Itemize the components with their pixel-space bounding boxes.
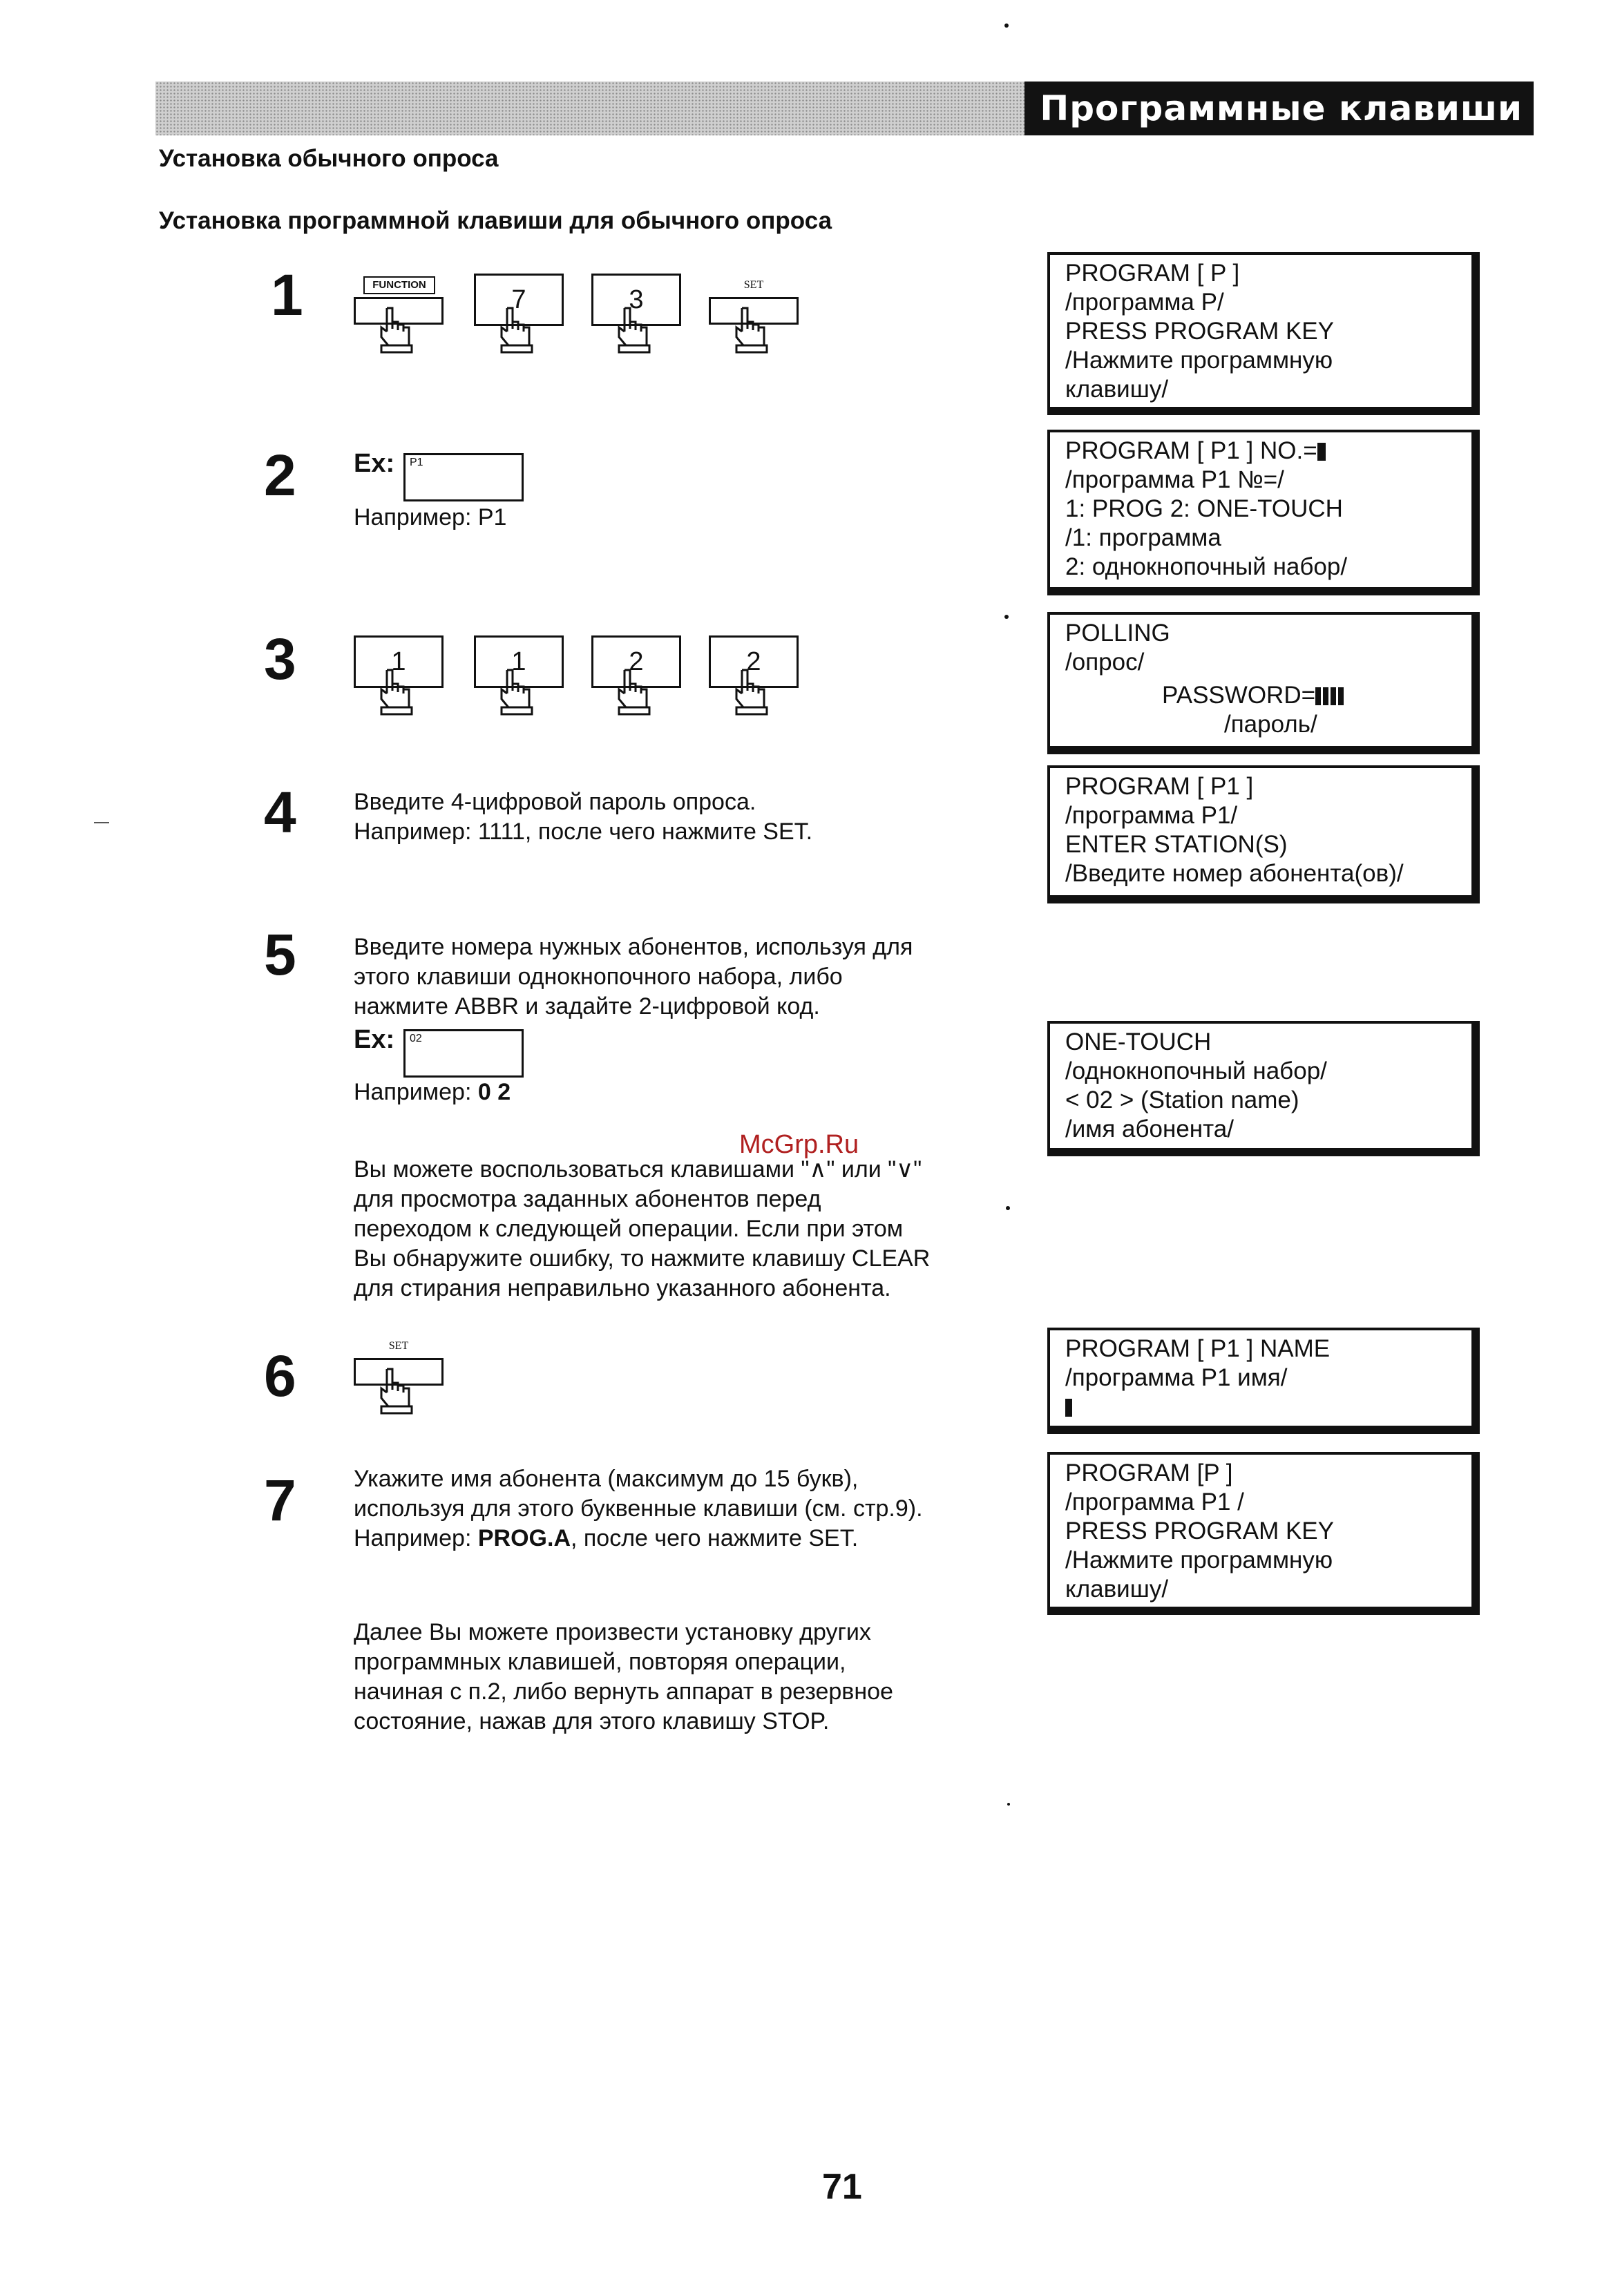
scan-speck — [1006, 1206, 1010, 1210]
step-number: 5 — [264, 922, 296, 987]
sub-heading: Установка программной клавиши для обычного опроса — [159, 207, 832, 234]
digit-key — [354, 635, 444, 718]
function-key-label: FUNCTION — [363, 276, 435, 294]
note-text: для стирания неправильно указанного абонента. — [354, 1275, 891, 1301]
step-number: 1 — [271, 262, 303, 327]
step-text: Например: 1111, после чего нажмите SET. — [354, 819, 813, 845]
cursor-icon — [1317, 443, 1326, 461]
digit-key — [591, 274, 681, 356]
set-key-label: SET — [388, 1340, 409, 1352]
page-number: 71 — [822, 2167, 862, 2207]
scan-mark — [94, 822, 109, 823]
scan-speck — [1007, 1803, 1010, 1806]
example-label: Ex: — [354, 449, 395, 478]
note-text: Вы можете воспользоваться клавишами "∧" или "∨" — [354, 1156, 922, 1183]
function-key — [354, 274, 444, 356]
pressing-hand-icon — [497, 307, 539, 355]
step-number: 4 — [264, 780, 296, 845]
lcd-display: PROGRAM [P ] /программа P1 / PRESS PROGRAM KEY /Нажмите программную клавишу/ — [1047, 1452, 1480, 1615]
scan-speck — [1004, 23, 1009, 28]
set-key-label: SET — [743, 279, 764, 291]
digit-key-label: 2 — [591, 635, 681, 688]
closing-text: начиная с п.2, либо вернуть аппарат в резервное — [354, 1678, 893, 1705]
digit-key-label: 1 — [354, 635, 444, 688]
watermark: McGrp.Ru — [739, 1130, 859, 1159]
note-text: переходом к следующей операции. Если при этом — [354, 1216, 904, 1242]
pressing-hand-icon — [377, 307, 419, 355]
step-text: используя для этого буквенные клавиши (см. стр.9). — [354, 1495, 923, 1522]
example-field: P1 — [403, 453, 524, 501]
closing-text: состояние, нажав для этого клавишу STOP. — [354, 1708, 830, 1734]
example-text: Например: 0 2 — [354, 1079, 511, 1105]
digit-key-label: 3 — [591, 274, 681, 326]
digit-key-label: 2 — [709, 635, 799, 688]
step-text: Введите номера нужных абонентов, используя для — [354, 934, 913, 960]
set-key — [354, 1334, 444, 1417]
step-number: 3 — [264, 626, 296, 691]
step-text: Например: PROG.A, после чего нажмите SET. — [354, 1525, 859, 1551]
page-heading: Установка обычного опроса — [159, 145, 499, 172]
step-text: этого клавиши однокнопочного набора, либо — [354, 964, 843, 990]
digit-key — [474, 274, 564, 356]
step-number: 2 — [264, 443, 296, 508]
digit-key — [709, 635, 799, 718]
note-text: Вы обнаружите ошибку, то нажмите клавишу CLEAR — [354, 1245, 931, 1272]
pressing-hand-icon — [732, 669, 774, 717]
step-text: Введите 4-цифровой пароль опроса. — [354, 789, 756, 815]
step-text: нажмите ABBR и задайте 2-цифровой код. — [354, 993, 820, 1020]
pressing-hand-icon — [497, 669, 539, 717]
cursor-icon — [1065, 1399, 1072, 1417]
password-mask-icon — [1315, 681, 1346, 710]
lcd-display: ONE-TOUCH /однокнопочный набор/ < 02 > (Station name) /имя абонента/ — [1047, 1021, 1480, 1156]
closing-text: программных клавишей, повторяя операции, — [354, 1649, 846, 1675]
pressing-hand-icon — [377, 1368, 419, 1416]
digit-key-label: 7 — [474, 274, 564, 326]
closing-text: Далее Вы можете произвести установку других — [354, 1619, 871, 1645]
pressing-hand-icon — [615, 307, 656, 355]
example-text: Например: P1 — [354, 504, 507, 530]
digit-key — [591, 635, 681, 718]
section-title: Программные клавиши — [1024, 82, 1534, 135]
pressing-hand-icon — [377, 669, 419, 717]
lcd-display: PROGRAM [ P1 ] NAME /программа P1 имя/ — [1047, 1328, 1480, 1434]
example-label: Ex: — [354, 1025, 395, 1054]
note-text: для просмотра заданных абонентов перед — [354, 1186, 821, 1212]
step-text: Укажите имя абонента (максимум до 15 букв), — [354, 1466, 859, 1492]
lcd-display: PROGRAM [ P ] /программа P/ PRESS PROGRAM KEY /Нажмите программную клавишу/ — [1047, 252, 1480, 415]
scan-speck — [1004, 615, 1009, 619]
header-bar — [155, 82, 1534, 135]
pressing-hand-icon — [615, 669, 656, 717]
step-number: 6 — [264, 1343, 296, 1408]
lcd-display: PROGRAM [ P1 ] /программа P1/ ENTER STATION(S) /Введите номер абонента(ов)/ — [1047, 765, 1480, 903]
lcd-display: POLLING /опрос/ PASSWORD= /пароль/ — [1047, 612, 1480, 754]
lcd-display: PROGRAM [ P1 ] NO.= /программа P1 №=/ 1: PROG 2: ONE-TOUCH /1: программа 2: однокнопочный набор/ — [1047, 430, 1480, 595]
set-key — [709, 274, 799, 356]
digit-key — [474, 635, 564, 718]
example-field: 02 — [403, 1029, 524, 1078]
digit-key-label: 1 — [474, 635, 564, 688]
step-number: 7 — [264, 1468, 296, 1533]
pressing-hand-icon — [732, 307, 774, 355]
